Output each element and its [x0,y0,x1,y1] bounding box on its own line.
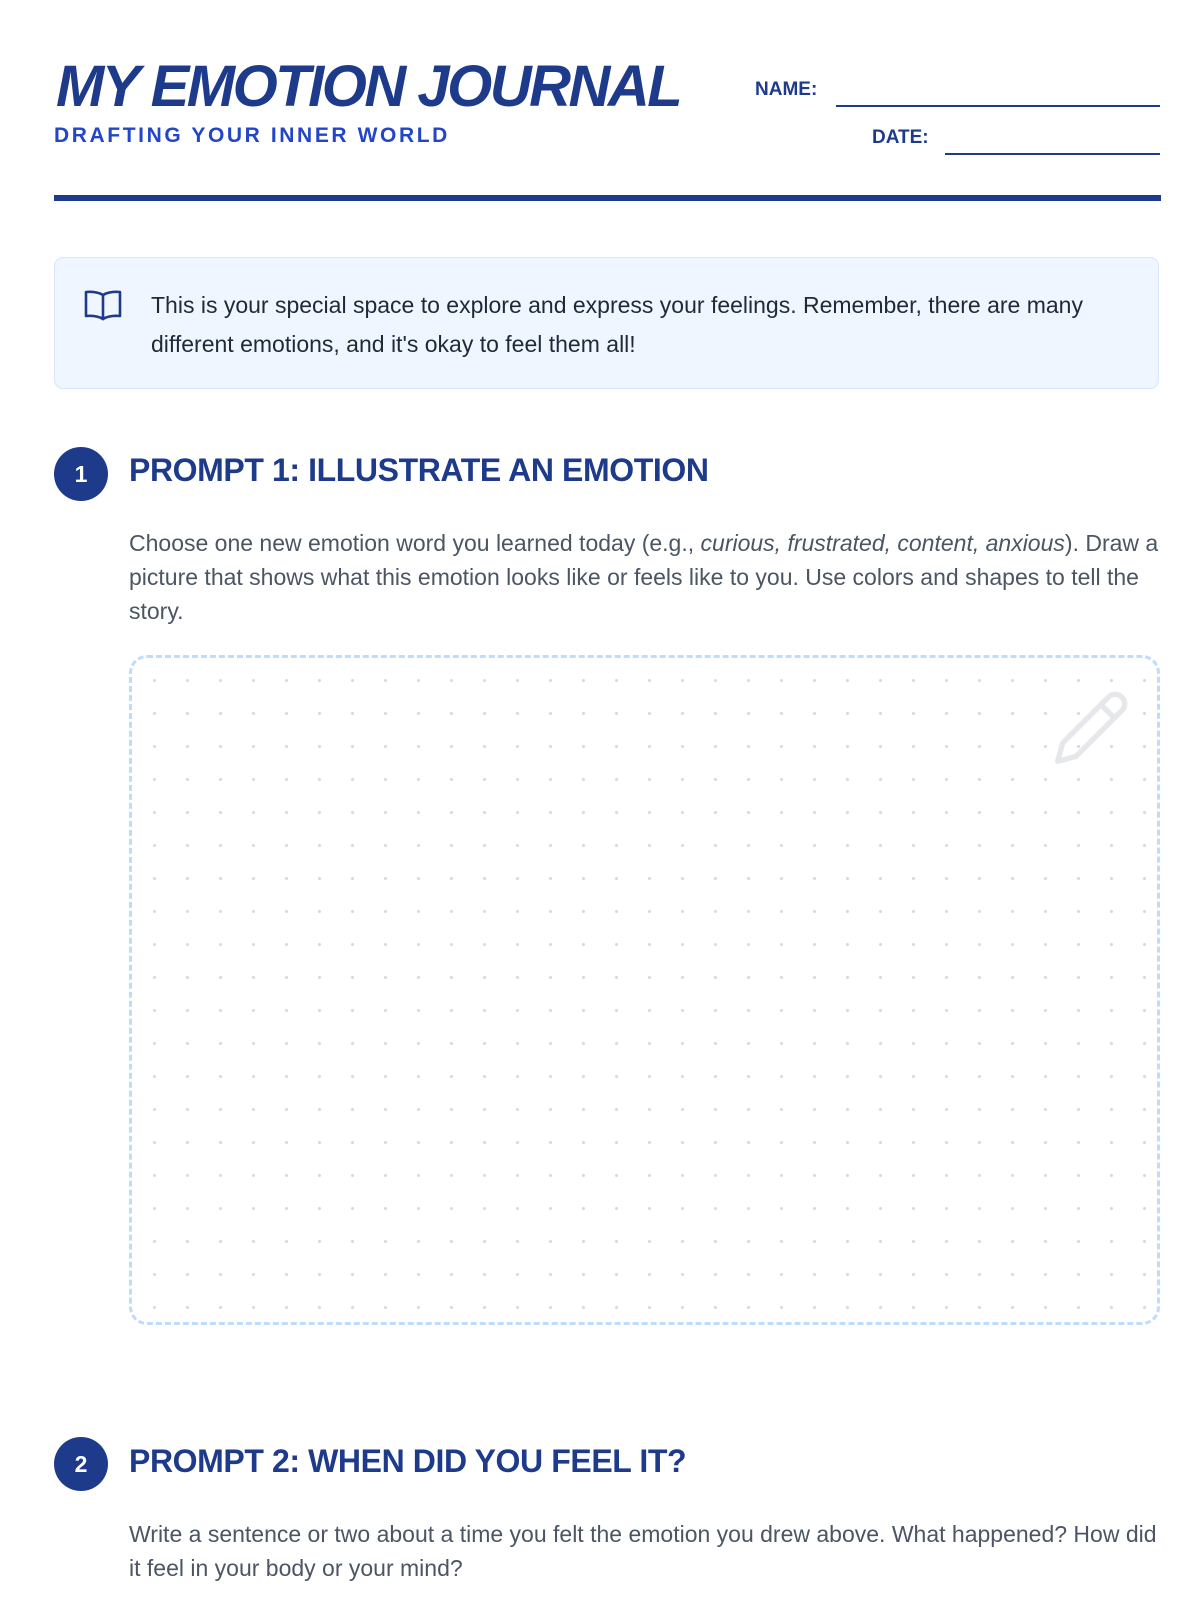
prompt-2-title: PROMPT 2: WHEN DID YOU FEEL IT? [129,1443,687,1479]
prompt-2-number-badge: 2 [54,1437,108,1491]
page-title: MY EMOTION JOURNAL [56,54,681,119]
name-field[interactable] [836,105,1160,107]
pencil-icon [1051,688,1131,768]
prompt-1-description [129,526,1169,628]
date-label: DATE: [872,127,929,148]
prompt-1-number-badge: 1 [54,447,108,501]
name-label: NAME: [755,79,818,100]
prompt-1-title: PROMPT 1: ILLUSTRATE AN EMOTION [129,452,709,488]
prompt-1-desc-end: ). Draw a picture that shows what this emotion looks like or feels like to you. Use colors and shapes to tell the story. [129,530,1159,624]
prompt-1-desc-examples: curious, frustrated, content, anxious [700,530,1065,556]
prompt-2-description: Write a sentence or two about a time you felt the emotion you drew above. What happened? How did it feel in your body or your mind? [129,1521,1157,1581]
prompt-1-desc-start: Choose one new emotion word you learned today (e.g., [129,530,701,556]
date-field[interactable] [945,153,1160,155]
header-divider [54,195,1161,201]
intro-box [54,257,1159,389]
open-book-icon [83,288,123,324]
page-subtitle: DRAFTING YOUR INNER WORLD [54,124,450,147]
drawing-area[interactable] [129,655,1160,1325]
intro-text: This is your special space to explore and express your feelings. Remember, there are many different emotions, and it's okay to feel them all! [151,292,1083,357]
